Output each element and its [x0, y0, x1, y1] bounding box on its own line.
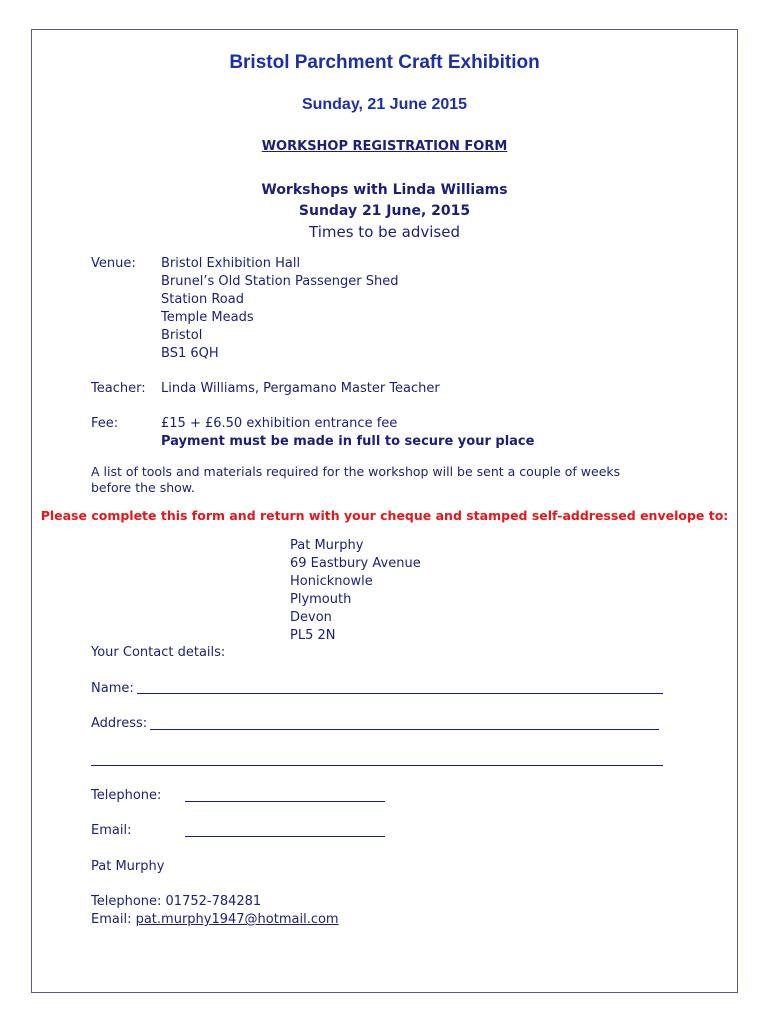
- workshop-title: Workshops with Linda Williams: [261, 182, 508, 198]
- organiser-telephone: Telephone: 01752-784281: [91, 894, 262, 909]
- return-address-line: Honicknowle: [290, 574, 373, 589]
- fee-value: £15 + £6.50 exhibition entrance fee: [161, 416, 398, 431]
- organiser-email-label: Email:: [91, 912, 136, 927]
- return-address-line: PL5 2N: [290, 628, 336, 643]
- workshop-date: Sunday 21 June, 2015: [298, 203, 471, 219]
- workshop-times: Times to be advised: [309, 223, 460, 241]
- event-date: Sunday, 21 June 2015: [301, 96, 468, 113]
- organiser-email-line: [91, 911, 339, 929]
- name-field[interactable]: [137, 693, 663, 694]
- address-field[interactable]: [150, 729, 659, 730]
- teacher-value: Linda Williams, Pergamano Master Teacher: [161, 381, 440, 396]
- tools-note-line: A list of tools and materials required for the workshop will be sent a couple of weeks: [91, 464, 621, 479]
- return-address: [290, 537, 421, 645]
- return-address-line: Devon: [290, 610, 332, 625]
- email-label: Email:: [91, 823, 132, 838]
- venue-line: BS1 6QH: [161, 346, 219, 361]
- return-address-line: Plymouth: [290, 592, 352, 607]
- venue-label: Venue:: [91, 256, 136, 271]
- page-title: Bristol Parchment Craft Exhibition: [229, 52, 540, 73]
- venue-line: Station Road: [161, 292, 244, 307]
- telephone-field[interactable]: [185, 801, 385, 802]
- form-title: WORKSHOP REGISTRATION FORM: [261, 139, 508, 154]
- teacher-label: Teacher:: [91, 381, 146, 396]
- email-field[interactable]: [185, 836, 385, 837]
- fee-label: Fee:: [91, 416, 119, 431]
- return-address-line: 69 Eastbury Avenue: [290, 556, 421, 571]
- venue-line: Bristol Exhibition Hall: [161, 256, 301, 271]
- name-label: Name:: [91, 681, 134, 696]
- venue-line: Temple Meads: [161, 310, 254, 325]
- telephone-label: Telephone:: [91, 788, 162, 803]
- contact-heading: Your Contact details:: [91, 645, 226, 660]
- organiser-name: Pat Murphy: [91, 859, 165, 874]
- tools-note: [91, 464, 620, 496]
- payment-note: Payment must be made in full to secure your place: [161, 434, 535, 449]
- venue-line: Bristol: [161, 328, 203, 343]
- venue-address: [161, 255, 398, 363]
- return-instruction: Please complete this form and return with your cheque and stamped self-addressed envelope to:: [40, 508, 729, 523]
- address-field-line-2[interactable]: [91, 765, 663, 766]
- address-label: Address:: [91, 716, 148, 731]
- venue-line: Brunel’s Old Station Passenger Shed: [161, 274, 399, 289]
- organiser-email-link[interactable]: pat.murphy1947@hotmail.com: [135, 912, 339, 927]
- tools-note-line: before the show.: [91, 480, 195, 495]
- return-address-line: Pat Murphy: [290, 538, 364, 553]
